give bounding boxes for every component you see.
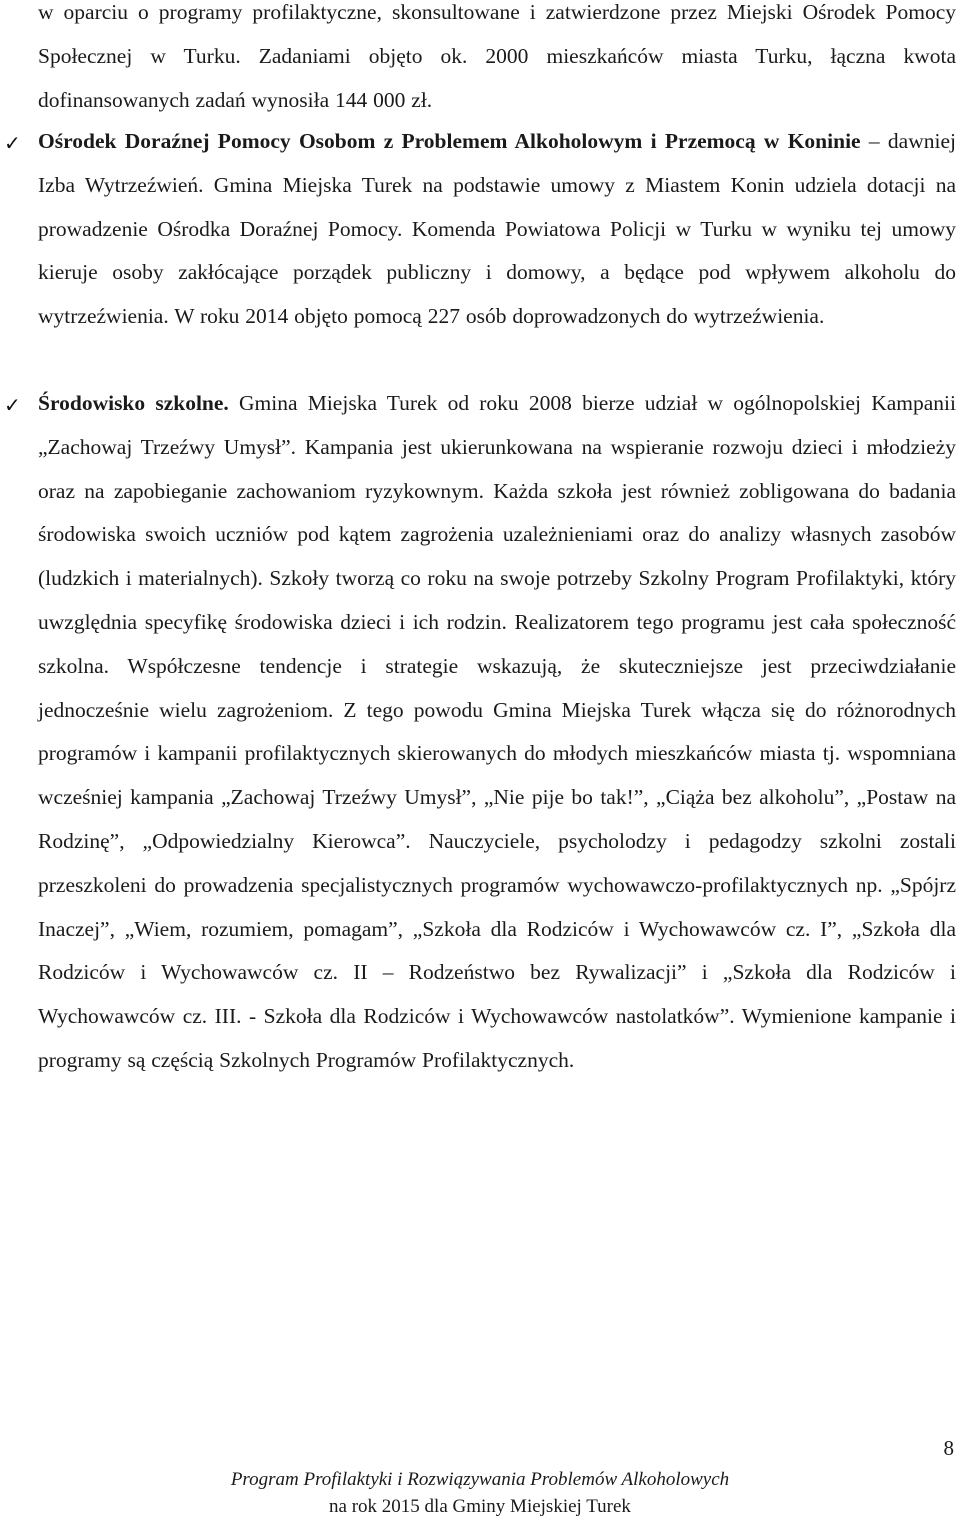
list-item [0, 120, 960, 339]
list-item-text [38, 120, 956, 339]
list-item-text [38, 382, 956, 1083]
list-item-body: Gmina Miejska Turek od roku 2008 bierze udział w ogólnopolskiej Kampanii „Zachowaj Trzeźwy Umysł”. Kampania jest ukierunkowana na wspieranie rozwoju dzieci i młodzieży oraz na zapobieganie zachowaniom ryzykownym. Każda szkoła jest również zobligowana do badania środowiska swoich uczniów pod kątem zagrożenia uzależnieniami oraz do analizy własnych zasobów (ludzkich i materialnych). Szkoły tworzą co roku na swoje potrzeby Szkolny Program Profilaktyki, który uwzględnia specyfikę środowiska dzieci i ich rodzin. Realizatorem tego programu jest cała społeczność szkolna. Współczesne tendencje i strategie wskazują, że skuteczniejsze jest przeciwdziałanie jednocześnie wielu zagrożeniom. Z tego powodu Gmina Miejska Turek włącza się do różnorodnych programów i kampanii profilaktycznych skierowanych do młodych mieszkańców miasta tj. wspomniana wcześniej kampania „Zachowaj Trzeźwy Umysł”, „Nie pije bo tak!”, „Ciąża bez alkoholu”, „Postaw na Rodzinę”, „Odpowiedzialny Kierowca”. Nauczyciele, psycholodzy i pedagodzy szkolni zostali przeszkoleni do prowadzenia specjalistycznych programów wychowawczo-profilaktycznych np. „Spójrz Inaczej”, „Wiem, rozumiem, pomagam”, „Szkoła dla Rodziców i Wychowawców cz. I”, „Szkoła dla Rodziców i Wychowawców cz. II – Rodzeństwo bez Rywalizacji” i „Szkoła dla Rodziców i Wychowawców cz. III. - Szkoła dla Rodziców i Wychowawców nastolatków”. Wymienione kampanie i programy są częścią Szkolnych Programów Profilaktycznych. [38, 391, 956, 1072]
list-item [0, 382, 960, 1083]
checkmark-icon: ✓ [4, 393, 21, 417]
intro-paragraph: w oparciu o programy profilaktyczne, skonsultowane i zatwierdzone przez Miejski Ośrodek Pomocy Społecznej w Turku. Zadaniami objęto ok. 2000 mieszkańców miasta Turku, łączna kwota dofinansowanych zadań wynosiła 144 000 zł. [38, 0, 956, 112]
list-item-heading: Ośrodek Doraźnej Pomocy Osobom z Problemem Alkoholowym i Przemocą w Koninie [38, 129, 861, 153]
footer-title: Program Profilaktyki i Rozwiązywania Problemów Alkoholowych [230, 1469, 730, 1490]
page-footer [0, 1466, 960, 1520]
list-item-body: – dawniej Izba Wytrzeźwień. Gmina Miejska Turek na podstawie umowy z Miastem Konin udziela dotacji na prowadzenie Ośrodka Doraźnej Pomocy. Komenda Powiatowa Policji w Turku w wyniku tej umowy kieruje osoby zakłócające porządek publiczny i domowy, a będące pod wpływem alkoholu do wytrzeźwienia. W roku 2014 objęto pomocą 227 osób doprowadzonych do wytrzeźwienia. [38, 129, 956, 329]
list-item-heading: Środowisko szkolne. [38, 391, 229, 415]
footer-subtitle: na rok 2015 dla Gminy Miejskiej Turek [329, 1496, 631, 1517]
page-number: 8 [943, 1436, 954, 1460]
checkmark-icon: ✓ [4, 131, 21, 155]
